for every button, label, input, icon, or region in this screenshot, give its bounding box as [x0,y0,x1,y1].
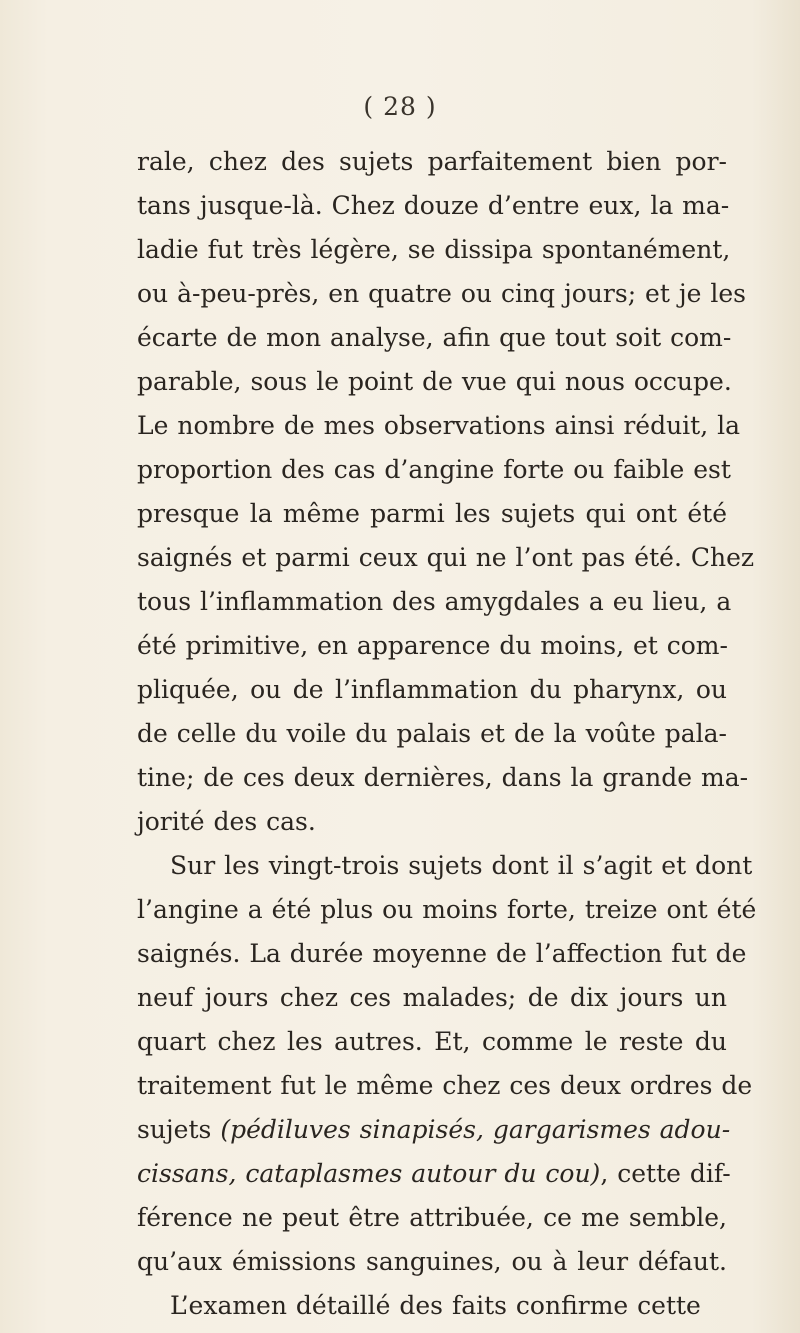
text-line: férence ne peut être attribuée, ce me semble, [137,1203,727,1232]
text-line: traitement fut le même chez ces deux ordres de [137,1071,753,1100]
text-line: tous l’inflammation des amygdales a eu lieu, a [137,587,732,616]
text-line: saignés et parmi ceux qui ne l’ont pas été. Chez [137,543,755,572]
italic-run: cissans, cataplasmes autour du cou) [137,1159,601,1188]
text-line: quart chez les autres. Et, comme le reste du [137,1027,727,1056]
text-line: tine; de ces deux dernières, dans la grande ma- [137,763,749,792]
text-run: , cette dif- [600,1159,731,1188]
text-line-mixed [137,1108,731,1152]
paragraph-end-line: jorité des cas. [137,807,316,836]
text-line: l’angine a été plus ou moins forte, treize ont été [137,895,757,924]
page-number: ( 28 ) [363,92,437,121]
paragraph-start-line: Sur les vingt-trois sujets dont il s’agit et dont [170,851,753,880]
text-line: presque la même parmi les sujets qui ont été [137,499,727,528]
text-line: neuf jours chez ces malades; de dix jours un [137,983,727,1012]
paragraph-start-line: L’examen détaillé des faits confirme cette [170,1291,701,1320]
text-run: sujets [137,1115,221,1144]
text-line: parable, sous le point de vue qui nous occupe. [137,367,732,396]
italic-run: (pédiluves sinapisés, gargarismes adou- [220,1115,731,1144]
text-line: ladie fut très légère, se dissipa spontanément, [137,235,731,264]
text-line: écarte de mon analyse, afin que tout soit com- [137,323,732,352]
text-line: saignés. La durée moyenne de l’affection fut de [137,939,747,968]
text-line-mixed [137,1152,731,1196]
text-line: de celle du voile du palais et de la voûte pala- [137,719,727,748]
text-line: qu’aux émissions sanguines, ou à leur défaut. [137,1247,727,1276]
text-line: ou à-peu-près, en quatre ou cinq jours; et je les [137,279,746,308]
text-line: pliquée, ou de l’inflammation du pharynx, ou [137,675,727,704]
text-line: rale, chez des sujets parfaitement bien por- [137,147,727,176]
body-text [137,140,757,1328]
text-line: Le nombre de mes observations ainsi réduit, la [137,411,741,440]
text-line: été primitive, en apparence du moins, et com- [137,631,728,660]
text-line: tans jusque-là. Chez douze d’entre eux, la ma- [137,191,730,220]
text-line: proportion des cas d’angine forte ou faible est [137,455,731,484]
